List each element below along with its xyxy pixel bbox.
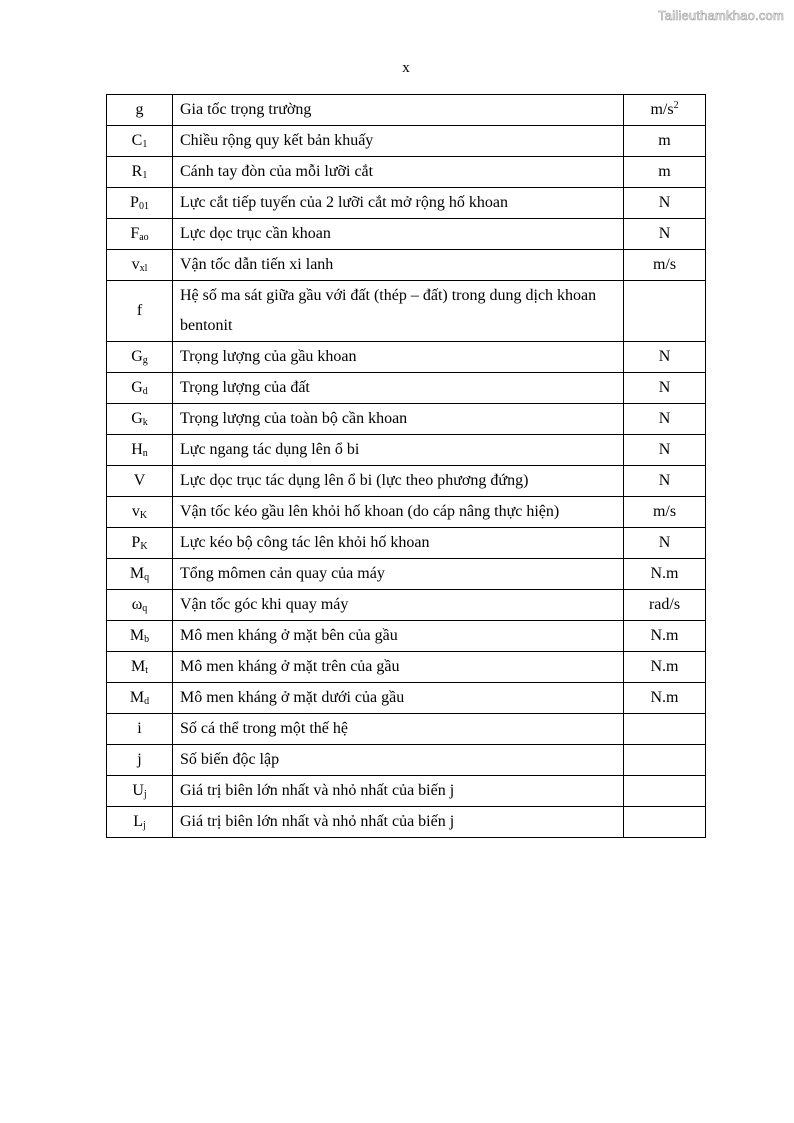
symbol-cell (107, 652, 173, 683)
table-row (107, 250, 706, 281)
table-row (107, 621, 706, 652)
unit-text: m (658, 132, 671, 149)
symbol-subscript: j (143, 820, 146, 831)
symbol-text: i (137, 720, 142, 737)
symbol-cell (107, 219, 173, 250)
symbol-text: H (131, 441, 143, 458)
symbol-cell (107, 528, 173, 559)
symbol-text: V (133, 472, 146, 489)
unit-text: N (658, 225, 671, 242)
symbol-text: R (131, 163, 143, 180)
description-cell: Gia tốc trọng trường (173, 95, 624, 126)
symbol-cell (107, 559, 173, 590)
description-cell: Trọng lượng của gầu khoan (173, 342, 624, 373)
symbol-cell (107, 683, 173, 714)
table-row (107, 95, 706, 126)
table-row (107, 435, 706, 466)
symbol-cell (107, 188, 173, 219)
unit-cell (624, 435, 706, 466)
symbol-cell (107, 281, 173, 342)
table-row (107, 497, 706, 528)
description-cell: Mô men kháng ở mặt trên của gầu (173, 652, 624, 683)
symbol-subscript: n (142, 448, 148, 459)
unit-cell (624, 590, 706, 621)
symbol-subscript: 1 (142, 139, 148, 150)
unit-cell (624, 683, 706, 714)
unit-text: N.m (650, 565, 679, 582)
unit-cell (624, 95, 706, 126)
symbol-text: F (130, 225, 140, 242)
unit-cell (624, 219, 706, 250)
table-row (107, 342, 706, 373)
symbol-subscript: K (140, 541, 148, 552)
symbol-text: v (131, 256, 140, 273)
symbol-subscript: K (139, 510, 148, 521)
symbol-text: M (129, 627, 145, 644)
symbol-text: g (135, 101, 144, 118)
unit-text: N.m (650, 627, 679, 644)
description-cell: Giá trị biên lớn nhất và nhỏ nhất của biến j (173, 776, 624, 807)
symbol-text: U (132, 782, 144, 799)
symbol-text: ω (131, 596, 143, 613)
table-row (107, 559, 706, 590)
unit-cell (624, 776, 706, 807)
table-row (107, 404, 706, 435)
unit-text: N (658, 472, 671, 489)
symbol-text: C (131, 132, 143, 149)
description-cell: Trọng lượng của đất (173, 373, 624, 404)
symbols-table (106, 94, 706, 838)
unit-cell (624, 250, 706, 281)
symbol-subscript: g (142, 355, 148, 366)
description-cell: Trọng lượng của toàn bộ cần khoan (173, 404, 624, 435)
unit-cell (624, 466, 706, 497)
table-row (107, 652, 706, 683)
unit-text: m/s (652, 256, 677, 273)
symbol-text: j (137, 751, 142, 768)
symbol-cell (107, 497, 173, 528)
table-row (107, 219, 706, 250)
unit-text: N (658, 348, 671, 365)
symbol-cell (107, 373, 173, 404)
symbol-cell (107, 404, 173, 435)
symbol-cell (107, 250, 173, 281)
table-row (107, 157, 706, 188)
symbol-subscript: k (142, 417, 148, 428)
description-cell: Số biến độc lập (173, 745, 624, 776)
page-number: x (402, 60, 410, 76)
table-row (107, 745, 706, 776)
table-row (107, 590, 706, 621)
unit-cell (624, 157, 706, 188)
unit-cell (624, 714, 706, 745)
description-cell: Vận tốc góc khi quay máy (173, 590, 624, 621)
description-cell: Lực kéo bộ công tác lên khỏi hố khoan (173, 528, 624, 559)
unit-text: rad/s (648, 596, 681, 613)
unit-text: N (658, 379, 671, 396)
description-cell: Hệ số ma sát giữa gầu với đất (thép – đất) trong dung dịch khoan bentonit (173, 281, 624, 342)
symbol-subscript: 01 (138, 201, 149, 212)
symbol-subscript: xl (139, 263, 148, 274)
unit-text: N.m (650, 689, 679, 706)
description-cell: Giá trị biên lớn nhất và nhỏ nhất của biến j (173, 807, 624, 838)
symbol-text: L (133, 813, 143, 830)
symbol-text: M (130, 658, 146, 675)
symbol-text: v (131, 503, 140, 520)
symbol-cell (107, 745, 173, 776)
symbol-cell (107, 157, 173, 188)
table-row (107, 466, 706, 497)
symbol-text: G (131, 348, 143, 365)
description-cell: Vận tốc dẫn tiến xi lanh (173, 250, 624, 281)
symbol-text: M (129, 565, 145, 582)
unit-text: m/s (650, 101, 674, 118)
table-row (107, 807, 706, 838)
symbol-subscript: q (144, 572, 150, 583)
symbol-text: G (131, 410, 143, 427)
table-row (107, 528, 706, 559)
description-cell: Vận tốc kéo gầu lên khỏi hố khoan (do cáp nâng thực hiện) (173, 497, 624, 528)
unit-text: N (658, 194, 671, 211)
symbols-table-body (107, 95, 706, 838)
unit-cell (624, 528, 706, 559)
unit-text: N (658, 534, 671, 551)
table-row (107, 776, 706, 807)
unit-cell (624, 342, 706, 373)
symbol-cell (107, 590, 173, 621)
unit-cell (624, 404, 706, 435)
unit-cell (624, 745, 706, 776)
symbol-text: f (136, 302, 143, 319)
table-row (107, 683, 706, 714)
symbol-cell (107, 466, 173, 497)
description-cell: Số cá thể trong một thế hệ (173, 714, 624, 745)
unit-cell (624, 497, 706, 528)
symbol-subscript: q (142, 603, 148, 614)
unit-cell (624, 373, 706, 404)
symbol-subscript: j (143, 789, 147, 800)
unit-text: m (658, 163, 671, 180)
unit-text: N (658, 441, 671, 458)
table-row (107, 714, 706, 745)
description-cell: Cánh tay đòn của mỗi lưỡi cắt (173, 157, 624, 188)
symbol-subscript: b (144, 634, 150, 645)
unit-cell (624, 807, 706, 838)
table-row (107, 126, 706, 157)
watermark: Tailieuthamkhao.com (658, 8, 784, 23)
unit-cell (624, 559, 706, 590)
unit-text: m/s (652, 503, 677, 520)
symbol-cell (107, 342, 173, 373)
description-cell: Chiều rộng quy kết bản khuấy (173, 126, 624, 157)
symbol-text: P (131, 534, 141, 551)
unit-cell (624, 126, 706, 157)
symbol-subscript: t (145, 665, 148, 676)
description-cell: Lực dọc trục cần khoan (173, 219, 624, 250)
description-cell: Mô men kháng ở mặt dưới của gầu (173, 683, 624, 714)
table-row (107, 188, 706, 219)
unit-cell (624, 621, 706, 652)
symbol-subscript: ao (139, 232, 149, 243)
description-cell: Lực dọc trục tác dụng lên ổ bi (lực theo phương đứng) (173, 466, 624, 497)
table-row (107, 281, 706, 342)
symbol-cell (107, 714, 173, 745)
description-cell: Lực cắt tiếp tuyến của 2 lưỡi cắt mở rộng hố khoan (173, 188, 624, 219)
symbol-cell (107, 621, 173, 652)
unit-text: N (658, 410, 671, 427)
unit-cell (624, 188, 706, 219)
symbol-subscript: d (144, 696, 150, 707)
symbol-text: M (129, 689, 145, 706)
description-cell: Lực ngang tác dụng lên ổ bi (173, 435, 624, 466)
unit-superscript: 2 (673, 100, 679, 111)
symbol-cell (107, 435, 173, 466)
unit-text: N.m (650, 658, 679, 675)
unit-cell (624, 281, 706, 342)
unit-cell (624, 652, 706, 683)
symbol-cell (107, 776, 173, 807)
symbol-cell (107, 807, 173, 838)
description-cell: Mô men kháng ở mặt bên của gầu (173, 621, 624, 652)
symbol-text: P (130, 194, 139, 211)
description-cell: Tổng mômen cản quay của máy (173, 559, 624, 590)
symbol-cell (107, 95, 173, 126)
symbol-text: G (131, 379, 143, 396)
symbol-subscript: 1 (142, 170, 148, 181)
symbol-subscript: d (142, 386, 148, 397)
table-row (107, 373, 706, 404)
symbol-cell (107, 126, 173, 157)
